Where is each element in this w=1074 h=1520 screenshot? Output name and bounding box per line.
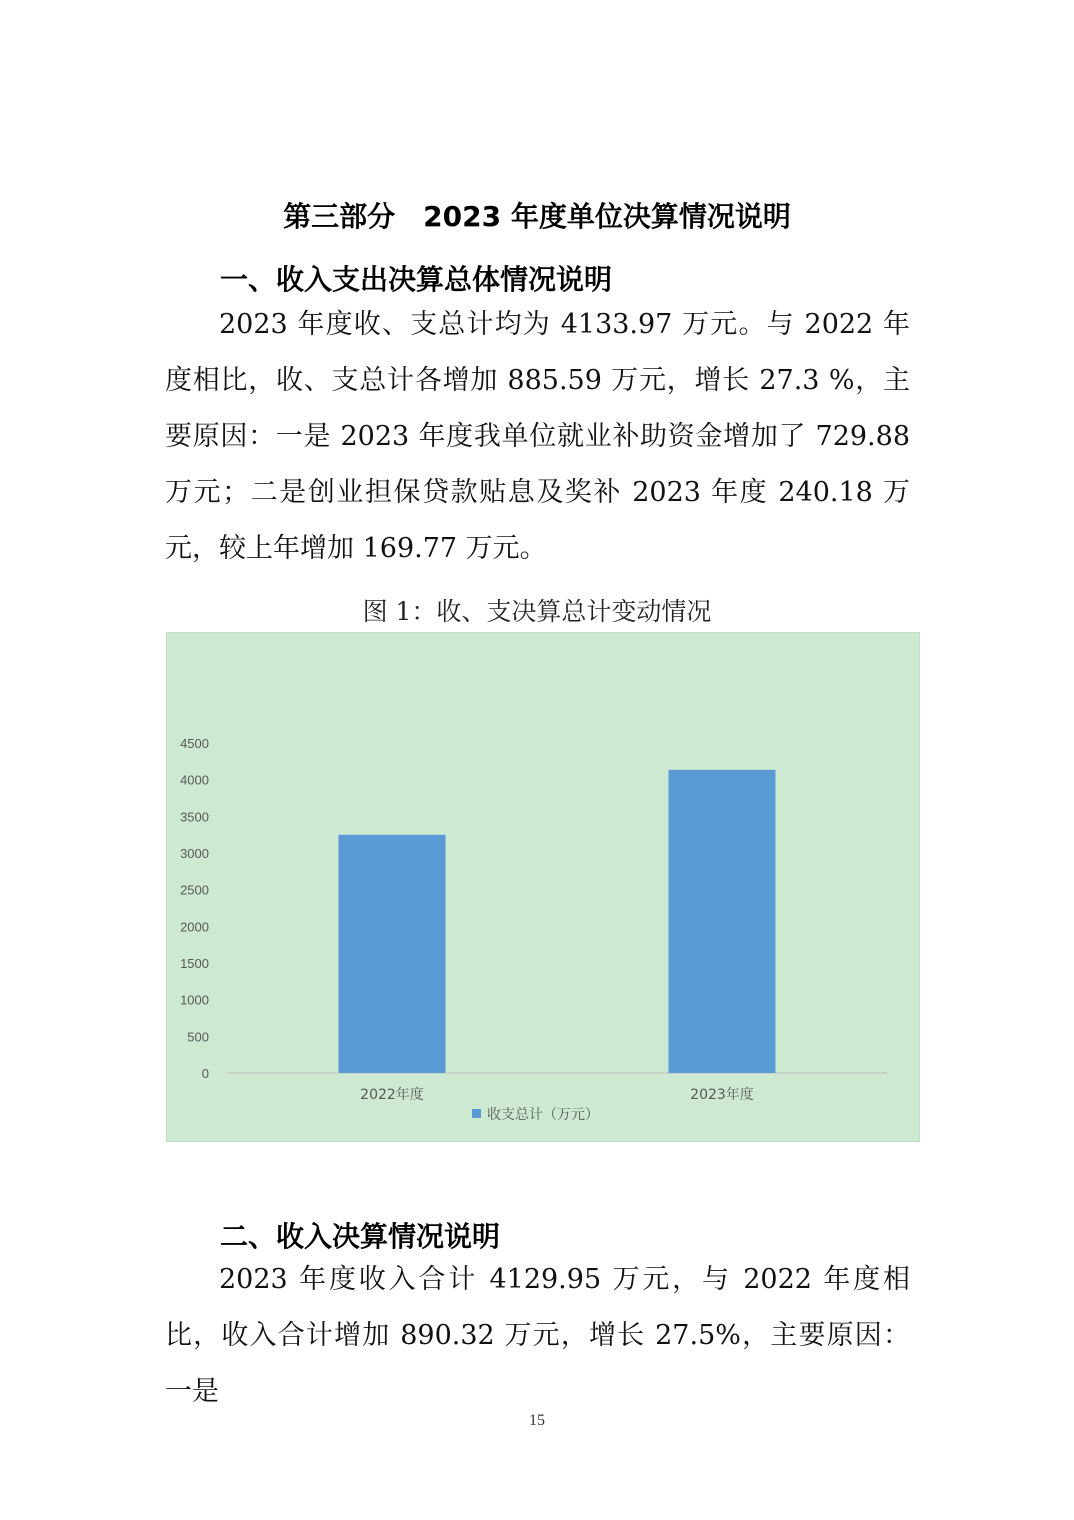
bar — [339, 835, 446, 1073]
y-tick-label: 3500 — [180, 809, 209, 825]
income-paragraph: 2023 年度收入合计 4129.95 万元，与 2022 年度相比，收入合计增加 890.32 万元，增长 27.5%，主要原因：一是 — [165, 1264, 910, 1407]
legend-swatch — [472, 1109, 481, 1118]
y-tick-label: 3000 — [180, 846, 209, 861]
y-tick-label: 2000 — [180, 919, 209, 935]
bar — [669, 770, 776, 1073]
y-tick-label: 4000 — [180, 772, 209, 788]
y-tick-label: 1500 — [180, 956, 209, 971]
section-heading-overview: 一、收入支出决算总体情况说明 — [220, 263, 613, 296]
y-tick-label: 1000 — [180, 992, 209, 1008]
section-heading-income: 二、收入决算情况说明 — [220, 1220, 501, 1253]
legend-label: 收支总计（万元） — [487, 1107, 599, 1123]
chart-legend — [472, 1106, 599, 1123]
page-number: 15 — [529, 1412, 545, 1429]
figure-caption: 图 1：收、支决算总计变动情况 — [362, 597, 712, 626]
x-category-label: 2023年度 — [690, 1087, 754, 1103]
y-tick-label: 2500 — [180, 882, 209, 898]
overview-paragraph: 2023 年度收、支总计均为 4133.97 万元。与 2022 年度相比，收、支总计各增加 885.59 万元，增长 27.3 %，主要原因：一是 2023 年度我单位就业补助资金增加了 729.88 万元；二是创业担保贷款贴息及奖补 2023 年度 240.18 万元，较上年增加 169.77 万元。 — [165, 309, 910, 564]
x-category-label: 2022年度 — [360, 1087, 424, 1103]
bar-chart — [166, 632, 920, 1142]
bar-chart-svg — [167, 633, 921, 1143]
page-title: 第三部分 2023 年度单位决算情况说明 — [283, 200, 791, 233]
y-tick-label: 4500 — [180, 736, 209, 751]
y-tick-label: 500 — [187, 1029, 209, 1045]
y-tick-label: 0 — [201, 1066, 209, 1081]
